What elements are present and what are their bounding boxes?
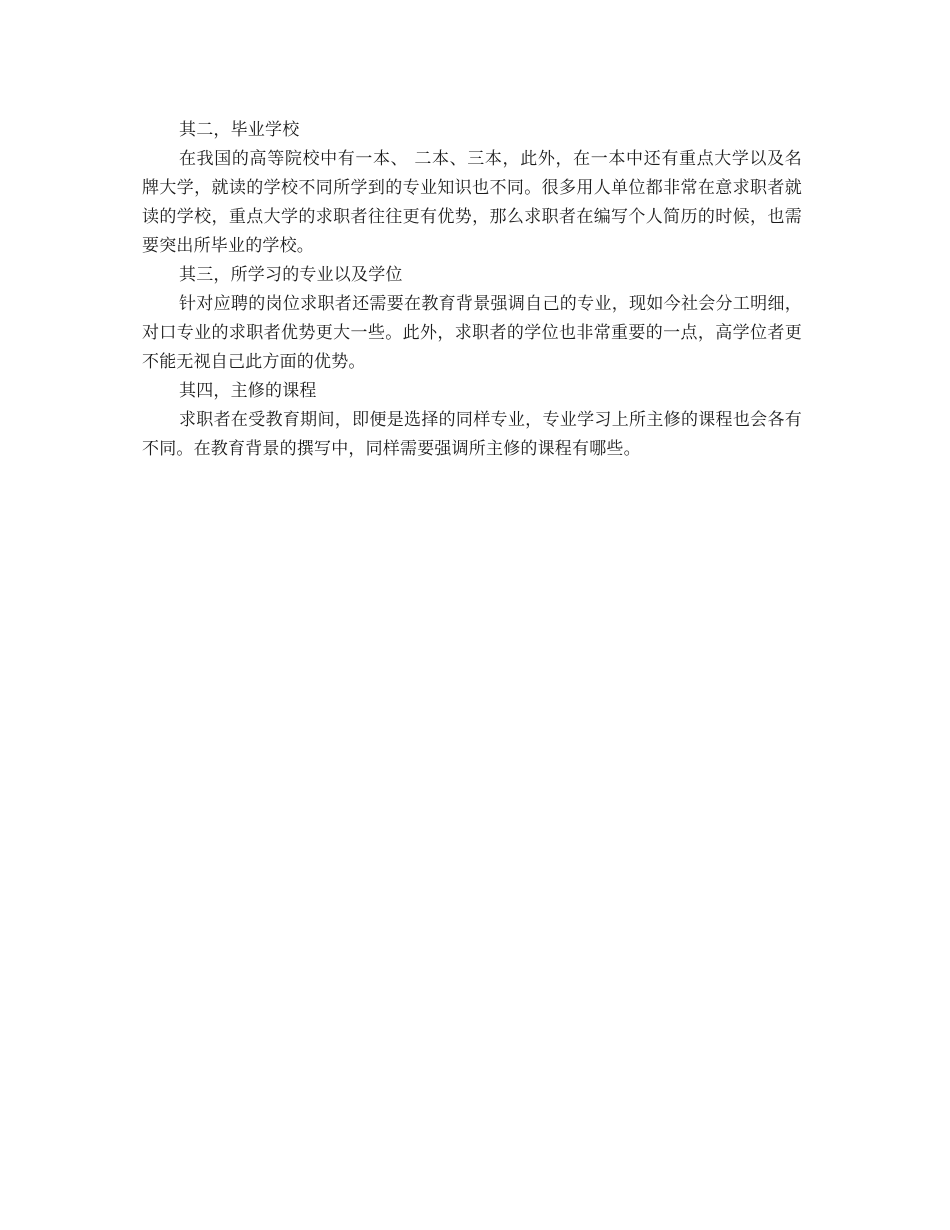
paragraph-major-and-degree: 针对应聘的岗位求职者还需要在教育背景强调自己的专业，现如今社会分工明细，对口专业的求职者优势更大一些。此外，求职者的学位也非常重要的一点，高学位者更不能无视自己此方面的优势。 <box>142 294 802 372</box>
paragraph-main-courses: 求职者在受教育期间，即便是选择的同样专业，专业学习上所主修的课程也会各有不同。在教育背景的撰写中，同样需要强调所主修的课程有哪些。 <box>142 410 802 459</box>
paragraph-graduation-school: 在我国的高等院校中有一本、 二本、三本，此外，在一本中还有重点大学以及名牌大学，就读的学校不同所学到的专业知识也不同。很多用人单位都非常在意求职者就读的学校，重点大学的求职者往往更有优势，那么求职者在编写个人简历的时候，也需要突出所毕业的学校。 <box>142 149 802 256</box>
section-heading-major-and-degree: 其三，所学习的专业以及学位 <box>179 265 403 285</box>
document-body <box>142 116 802 464</box>
section-heading-main-courses: 其四，主修的课程 <box>179 381 317 401</box>
section-heading-graduation-school: 其二，毕业学校 <box>179 120 300 140</box>
